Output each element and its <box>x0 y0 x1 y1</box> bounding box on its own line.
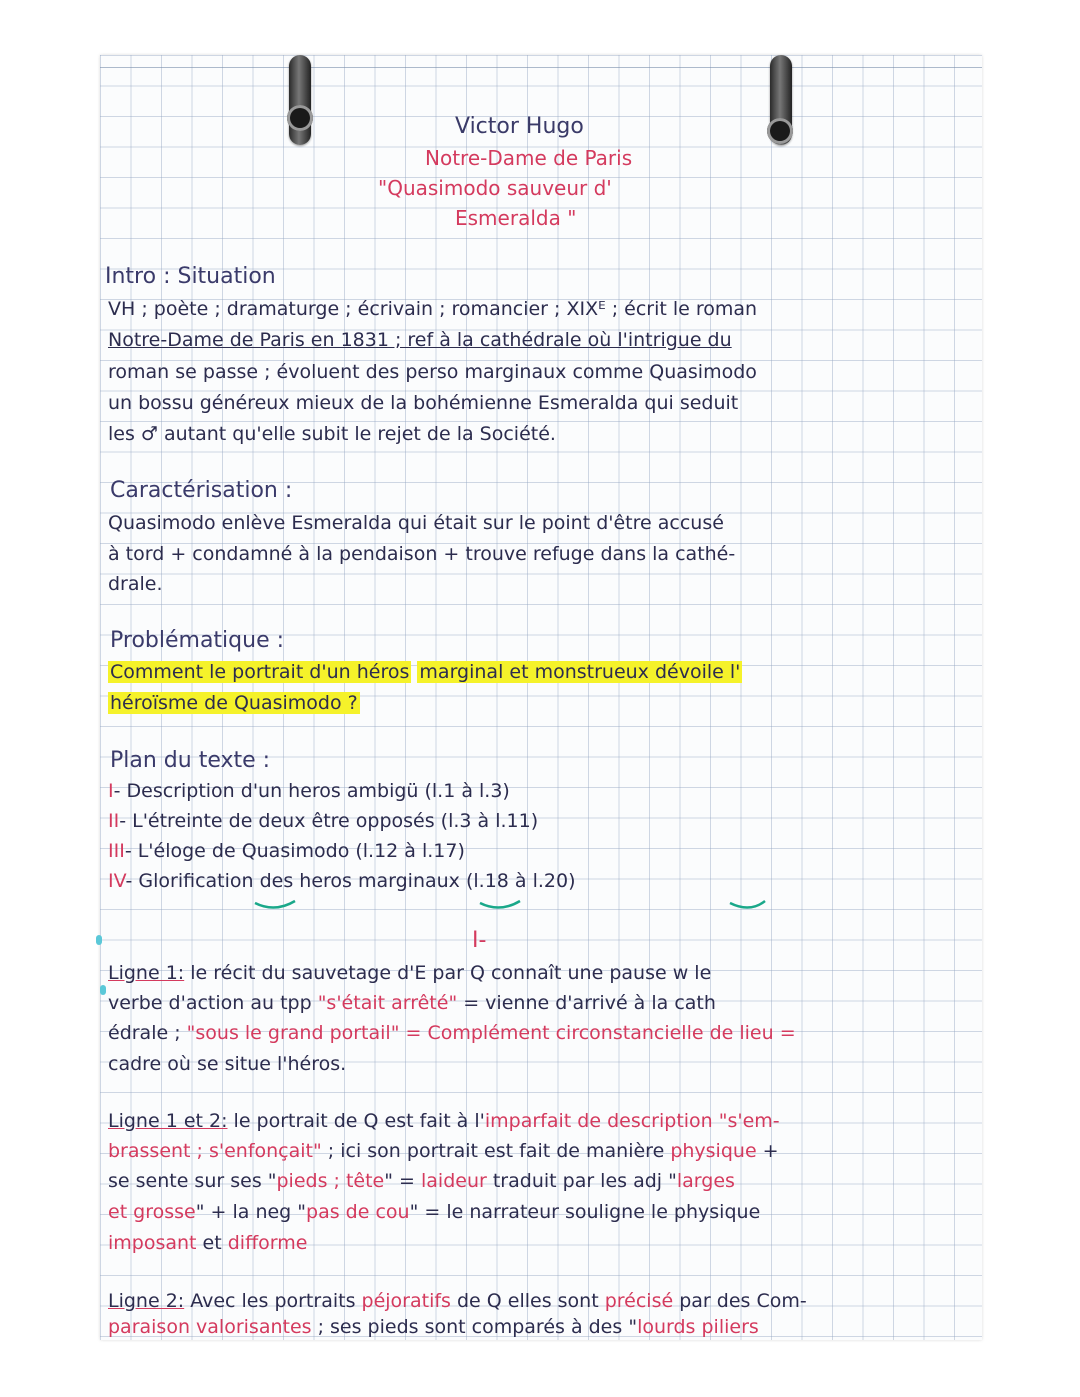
ligne1-line-4: cadre où se situe l'héros. <box>108 1053 347 1075</box>
ligne2-line-2 <box>108 1316 759 1338</box>
swoosh-icon-3 <box>730 901 765 908</box>
punch-hole-left <box>287 105 313 131</box>
plan-item-2-num: II <box>108 810 120 832</box>
ligne1-l2a: verbe d'action au tpp <box>108 992 318 1014</box>
problematique-line-2 <box>108 692 360 714</box>
ligne12-l1b: imparfait de description "s'em- <box>484 1110 780 1132</box>
ligne12-line-3 <box>108 1170 735 1192</box>
ligne12-l1a: le portrait de Q est fait à l' <box>227 1110 485 1132</box>
ligne1-label: Ligne 1: <box>108 962 185 984</box>
ligne12-line-4 <box>108 1201 760 1223</box>
intro-line-3: roman se passe ; évoluent des perso marginaux comme Quasimodo <box>108 361 757 383</box>
ligne12-l3a: se sente sur ses " <box>108 1170 277 1192</box>
intro-line-2: Notre-Dame de Paris en 1831 ; ref à la cathédrale où l'intrigue du <box>108 329 732 351</box>
plan-item-1 <box>108 780 510 802</box>
punch-hole-right <box>767 118 793 144</box>
ligne12-l3b: pieds ; tête <box>276 1170 385 1192</box>
ligne2-l1b: péjoratifs <box>361 1290 451 1312</box>
ligne2-l2a: paraison valorisantes <box>108 1316 312 1338</box>
ligne12-line-1 <box>108 1110 780 1132</box>
plan-item-4 <box>108 870 576 892</box>
swoosh-icon-1 <box>255 901 295 908</box>
ligne12-l5c: difforme <box>227 1232 308 1254</box>
ligne2-l1a: Avec les portraits <box>184 1290 362 1312</box>
ligne1-l2c: = vienne d'arrivé à la cath <box>457 992 716 1014</box>
problematique-line-1b: marginal et monstrueux dévoile l' <box>419 661 741 683</box>
ligne12-l3d: laideur <box>421 1170 487 1192</box>
ligne2-l1c: de Q elles sont <box>450 1290 605 1312</box>
ligne1-line-3 <box>108 1022 796 1044</box>
intro-line-4: un bossu généreux mieux de la bohémienne Esmeralda qui seduit <box>108 392 739 414</box>
caracterisation-line-1: Quasimodo enlève Esmeralda qui était sur le point d'être accusé <box>108 512 724 534</box>
ligne12-l2b: ; ici son portrait est fait de manière <box>321 1140 671 1162</box>
ligne1-l2b: "s'était arrêté" <box>317 992 458 1014</box>
caracterisation-line-2: à tord + condamné à la pendaison + trouve refuge dans la cathé- <box>108 543 736 565</box>
margin-mark-2 <box>100 985 106 995</box>
ligne1-l3b: "sous le grand portail" <box>186 1022 400 1044</box>
ligne1-l1: le récit du sauvetage d'E par Q connaît une pause w le <box>184 962 712 984</box>
ligne12-l4a: et grosse <box>108 1201 196 1223</box>
ligne12-l3c: " = <box>384 1170 421 1192</box>
ligne2-l2c: lourds piliers <box>637 1316 759 1338</box>
part-marker: I- <box>472 928 487 953</box>
ligne12-l5a: imposant <box>108 1232 197 1254</box>
plan-item-3-text: - L'éloge de Quasimodo (l.12 à l.17) <box>124 840 465 862</box>
problematique-line-1a: Comment le portrait d'un héros <box>110 661 410 683</box>
plan-item-3-num: III <box>108 840 125 862</box>
ligne12-l2d: + <box>756 1140 779 1162</box>
intro-line-1: VH ; poète ; dramaturge ; écrivain ; romancier ; XIXᴱ ; écrit le roman <box>108 298 758 320</box>
ligne1-l3a: édrale ; <box>108 1022 187 1044</box>
intro-heading: Intro : Situation <box>105 264 276 289</box>
ligne12-l4d: " = le narrateur souligne le physique <box>409 1201 761 1223</box>
plan-item-1-num: I <box>108 780 114 802</box>
author-title: Victor Hugo <box>455 114 584 139</box>
ligne12-l3e: traduit par les adj " <box>486 1170 677 1192</box>
extract-title-1: "Quasimodo sauveur d' <box>378 176 612 200</box>
ligne12-label: Ligne 1 et 2: <box>108 1110 228 1132</box>
ligne1-line-2 <box>108 992 716 1014</box>
margin-mark-1 <box>96 935 102 945</box>
ligne12-line-5 <box>108 1232 307 1254</box>
plan-item-4-text: - Glorification des heros marginaux (l.18 à l.20) <box>125 870 576 892</box>
ligne2-l2b: ; ses pieds sont comparés à des " <box>311 1316 638 1338</box>
problematique-line-2-text: héroïsme de Quasimodo ? <box>110 692 358 714</box>
caracterisation-heading: Caractérisation : <box>110 478 293 503</box>
plan-item-2-text: - L'étreinte de deux être opposés (l.3 à l.11) <box>119 810 539 832</box>
ligne2-l1d: précisé <box>604 1290 674 1312</box>
ligne12-l3f: larges <box>676 1170 735 1192</box>
ligne12-l2a: brassent ; s'enfonçait" <box>108 1140 322 1162</box>
ligne12-l2c: physique <box>670 1140 757 1162</box>
swoosh-icon-2 <box>480 901 520 908</box>
ligne12-line-2 <box>108 1140 779 1162</box>
ligne1-l3c: = Complément circonstancielle de lieu = <box>399 1022 796 1044</box>
divider-swoosh-icons <box>250 895 770 915</box>
extract-title-2: Esmeralda " <box>455 206 577 230</box>
ligne12-l4c: pas de cou <box>306 1201 410 1223</box>
work-title: Notre-Dame de Paris <box>425 146 633 170</box>
plan-item-4-num: IV <box>108 870 126 892</box>
problematique-line-1 <box>108 661 742 683</box>
caracterisation-line-3: drale. <box>108 573 163 595</box>
ligne2-line-1 <box>108 1290 807 1312</box>
ligne2-label: Ligne 2: <box>108 1290 185 1312</box>
plan-item-1-text: - Description d'un heros ambigü (l.1 à l.3) <box>113 780 510 802</box>
problematique-heading: Problématique : <box>110 628 285 653</box>
plan-heading: Plan du texte : <box>110 748 271 773</box>
intro-line-5: les ♂ autant qu'elle subit le rejet de la Société. <box>108 423 556 445</box>
plan-item-3 <box>108 840 465 862</box>
ligne12-l4b: " + la neg " <box>195 1201 307 1223</box>
ligne1-line-1 <box>108 962 711 984</box>
ligne12-l5b: et <box>196 1232 228 1254</box>
binder-ring-left <box>289 55 311 145</box>
ligne2-l1e: par des Com- <box>673 1290 807 1312</box>
plan-item-2 <box>108 810 538 832</box>
